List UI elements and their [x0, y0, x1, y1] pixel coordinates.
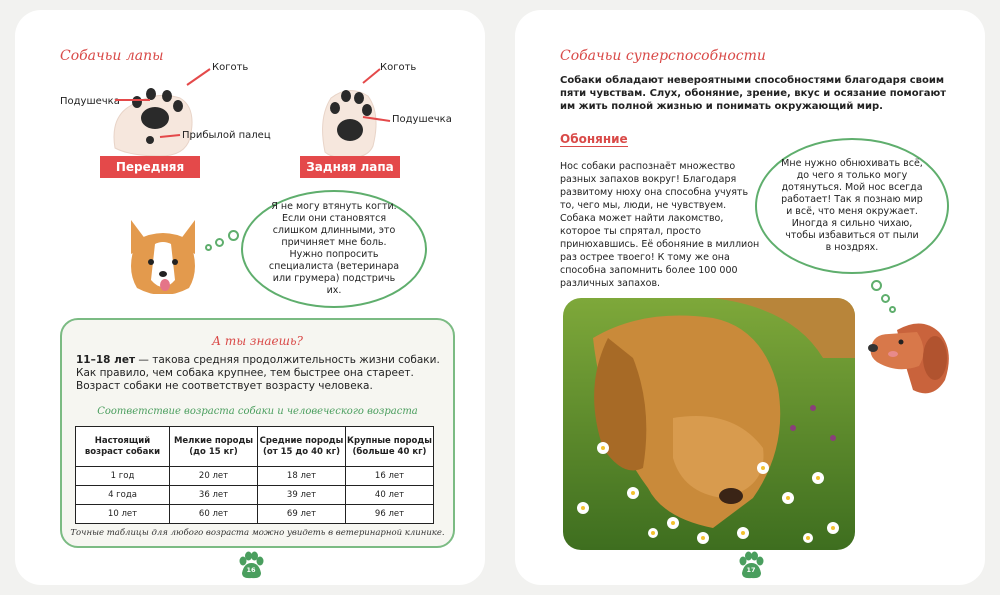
front-claw-label: Коготь: [212, 62, 249, 73]
lifespan-text: — такова средняя продолжительность жизни собаки. Как правило, чем собака крупнее, тем быстрее она стареет. Возраст собаки не соответствует возрасту человека.: [76, 354, 440, 392]
lifespan-paragraph: [76, 354, 446, 393]
corgi-speech-text: Я не могу втянуть когти. Если они становятся слишком длинными, это причиняет мне боль. Нужно попросить специалиста (ветеринара или грумера) подстричь их.: [268, 201, 400, 296]
hind-claw-label: Коготь: [380, 62, 417, 73]
front-pad-label: Подушечка: [60, 96, 120, 107]
table-header-cell: Крупные породы (больше 40 кг): [346, 427, 434, 467]
table-cell: 16 лет: [346, 467, 434, 486]
intro-paragraph: Собаки обладают невероятными способностями благодаря своим пяти чувствам. Слух, обоняние, зрение, вкус и осязание помогают им жить полной жизнью и понимать окружающий мир.: [560, 75, 947, 112]
table-cell: 39 лет: [258, 486, 346, 505]
age-table: [75, 426, 434, 524]
page-number: 16: [246, 566, 256, 574]
dog-sniffing-photo: [563, 298, 855, 550]
age-table-title: Соответствие возраста собаки и человеческого возраста: [97, 406, 418, 417]
table-row: [76, 486, 434, 505]
table-cell: 96 лет: [346, 505, 434, 524]
paws-title: Собачьи лапы: [60, 48, 164, 64]
table-header-cell: Средние породы (от 15 до 40 кг): [258, 427, 346, 467]
lifespan-bold: 11–18 лет: [76, 354, 136, 366]
dog-speech-bubble: [755, 138, 949, 274]
right-page: [515, 10, 985, 585]
table-cell: 60 лет: [170, 505, 258, 524]
page-number-paw-16: [236, 550, 266, 580]
thought-dot: [205, 244, 212, 251]
corgi-illustration: [123, 218, 203, 303]
table-cell: 69 лет: [258, 505, 346, 524]
table-cell: 18 лет: [258, 467, 346, 486]
left-page: [15, 10, 485, 585]
page-number-paw-17: [736, 550, 766, 580]
thought-dot: [871, 280, 882, 291]
hind-paw-label: Задняя лапа: [300, 156, 400, 178]
table-cell: 36 лет: [170, 486, 258, 505]
table-cell: 10 лет: [76, 505, 170, 524]
table-header-cell: Мелкие породы (до 15 кг): [170, 427, 258, 467]
table-row: [76, 467, 434, 486]
table-cell: 20 лет: [170, 467, 258, 486]
page-number: 17: [746, 566, 756, 574]
thought-dot: [228, 230, 239, 241]
brown-dog-illustration: [867, 310, 957, 400]
table-cell: 40 лет: [346, 486, 434, 505]
hind-arrows: [345, 65, 395, 135]
smell-heading: Обоняние: [560, 132, 628, 146]
dog-speech-text: Мне нужно обнюхивать всё, до чего я только могу дотянуться. Мой нос всегда работает! Так я познаю мир и всё, что меня окружает. Иногда я сильно чихаю, чтобы избавиться от пыли в ноздрях.: [781, 158, 923, 253]
table-header-row: [76, 427, 434, 467]
front-arrows: [115, 65, 215, 145]
paw-icon: [236, 550, 266, 580]
superpowers-title: Собачьи суперспособности: [560, 48, 766, 64]
front-paw-label: Передняя лапа: [100, 156, 200, 178]
paw-icon: [736, 550, 766, 580]
front-dewclaw-label: Прибылой палец: [182, 130, 271, 141]
dog-photo-image: [563, 298, 855, 550]
table-row: [76, 505, 434, 524]
thought-dot: [881, 294, 890, 303]
table-note: Точные таблицы для любого возраста можно увидеть в ветеринарной клинике.: [70, 528, 445, 538]
thought-dot: [215, 238, 224, 247]
table-cell: 1 год: [76, 467, 170, 486]
smell-paragraph: Нос собаки распознаёт множество разных запахов вокруг! Благодаря развитому нюху она способна учуять то, чего мы, люди, не чувствуем. Собака может найти лакомство, которое ты спрятал, просто принюхавшись. Её обоняние в миллион раз острее твоего! К тому же она способна запомнить более 100 000 различных запахов.: [560, 161, 760, 289]
did-you-know-box: [60, 318, 455, 548]
table-cell: 4 года: [76, 486, 170, 505]
did-you-know-title: А ты знаешь?: [212, 334, 303, 348]
hind-pad-label: Подушечка: [392, 114, 452, 125]
table-header-cell: Настоящий возраст собаки: [76, 427, 170, 467]
corgi-speech-bubble: [241, 190, 427, 308]
